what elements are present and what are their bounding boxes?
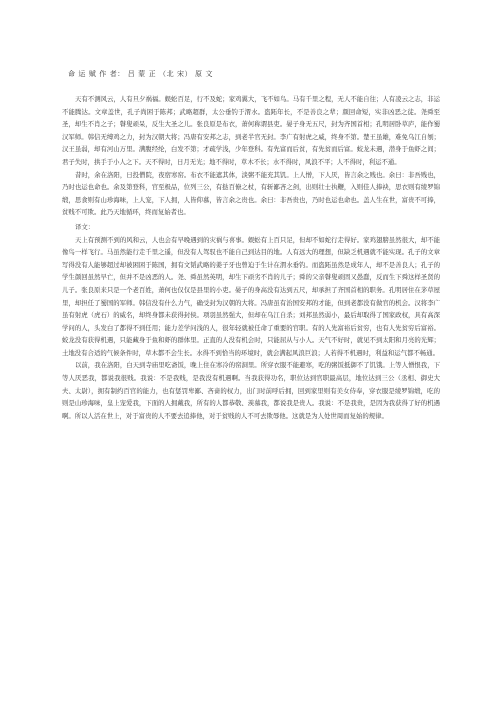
original-paragraph-1: 天有不测风云，人有旦夕祸福。蜈蚣百足，行不及蛇；家鸡翼大，飞不如鸟。马有千里之程，无人不能自往；人有凌云之志，非运不能腾达。文章盖世，孔子尚困于陈邦；武略超群，太公垂钓于渭水。盗跖年长，不是善良之辈；颜回命短，实非凶恶之徒。尧舜至圣，却生不肖之子；瞽叟顽呆，反生大圣之儿。张良原是布衣，萧何称谓县吏。晏子身无五尺，封为齐国首相；孔明居卧草庐，能作蜀汉军师。韩信无缚鸡之力，封为汉朝大将；冯唐有安邦之志，到老半官无封。李广有射虎之威，终身不第。楚王虽雄，难免乌江自刎；汉王虽弱，却有河山万里。满腹经纶，白发不第；才疏学浅，少年登科。有先富而后贫，有先贫而后富。蛟龙未遇，潜身于鱼虾之间；君子失时，拱手于小人之下。天不得时，日月无光；地不得时，草木不长；水不得时，风浪不平；人不得时，利运不通。 — [62, 95, 440, 166]
document-title: 命 运 赋 作 者： 吕 蒙 正 （北 宋） 原 文 — [68, 70, 214, 78]
translation-label: 译文： — [75, 222, 95, 231]
document-page — [62, 70, 440, 422]
translation-paragraph-2: 以前，我在洛阳，白天到寺庙里吃斋饭，晚上住在寒冷的窑洞里。所穿衣服不能避寒，吃的粥饭抵御不了饥饿。上等人憎恨我，下等人厌恶我，都说我很贱。我说：不是我贱，是我没有机遇啊。当我获得功名，职位达到官职最高层，地位达到三公（丞相、御史大夫、太尉），拥有制约百官的能力，也有惩罚卑鄙、吝啬的权力，出门时前呼后拥，回到家里则有美女侍奉，穿衣服是绫罗锦缎，吃的则是山珍海味，皇上宠爱我，下面的人拥戴我，所有的人都恭敬、羡慕我，都说我是贵人。我说：不是我贵，是因为我获得了好的机遇啊。所以人活在世上，对于富贵的人不要去追捧他，对于贫贱的人不可去欺辱他。这就是为人处世周而复始的规律。 — [62, 361, 440, 420]
translation-paragraph-1: 天上有预测不到的风和云，人也会有早晚遇到的灾祸与喜事。蜈蚣有上百只足，但却不如蛇行走得好。家鸡翅膀虽然很大，却不能像鸟一样飞行。马虽然能行走千里之遥，但没有人驾驭也不能自己到达目的地。人有远大的理想，但缺乏机遇就不能实现。孔子的文章写得没有人能够超过却被困困于陈国，拥有文韬武略的姜子牙也曾迫于生计在渭水垂钓。而盗跖虽然是成年人，却不是善良人；孔子的学生颜回虽然早亡，但并不是凶恶的人。尧、舜虽然英明，却生下顽劣不肖的儿子；舜的父亲瞽叟顽固又愚蠢，反而生下舜这样圣贤的儿子。张良原来只是一个老百姓，萧何也仅仅是县里的小吏。晏子的身高没有达到五尺，却承担了齐国首相的职务。孔明居住在茅草屋里，却担任了蜀国的军师。韩信没有什么力气，确受封为汉朝的大将。冯唐虽有治国安邦的才能，但到老都没有做官的机会。汉将李广虽有射虎（虎石）的威名，却终身都未获得封侯。项羽虽然强大，但却在乌江自杀；刘邦虽然弱小，最后却取得了国家政权，具有高深学问的人，头发白了都得不到任用；能力差学问浅的人，很年轻就被任命了重要的官职。有的人先富裕后贫穷，也有人先贫穷后富裕。蛟龙没有获得机遇，只能藏身于鱼和虾的群体里。正直的人没有机会时，只能屈从与小人。天气不好时，就见不到太阳和月亮的光辉；土地没有合适的气候条件时，草木都不会生长。水得不到恰当的环境时，就会满起风浪巨浪；人若得不机遇时，利益和运气都不畅通。 — [62, 235, 440, 357]
original-paragraph-2: 昔时，余在洛阳，日投僧院，夜宿寒窑。布衣不能遮其体，淡粥不能充其饥。上人憎，下人厌，皆言余之贱也。余曰：非吾贱也，乃时也运也命也。余及第登科，官至极品，位列三公，有挞百僚之杖，有斩鄙吝之剑，出则壮士执鞭，入则佳人捧袂，思衣则有绫罗锦缎，思食则有山珍海味，上人宠，下人拥，人皆仰慕，皆言余之贵也。余曰：非吾贵也，乃时也运也命也。盖人生在世，富贵不可捧，贫贱不可欺。此乃天地循环，终而复始者也。 — [62, 170, 440, 217]
